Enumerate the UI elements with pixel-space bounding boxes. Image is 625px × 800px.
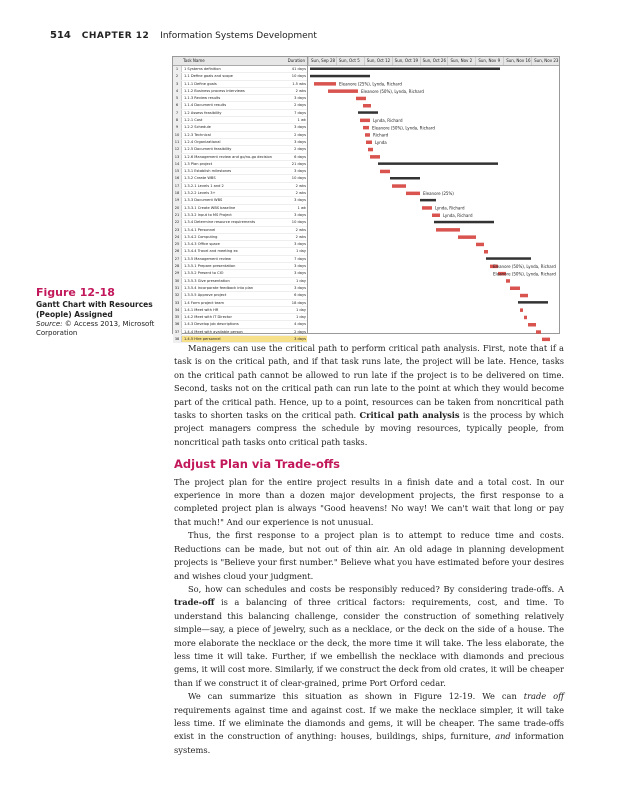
chapter-label: CHAPTER 12	[81, 31, 150, 41]
emphasis: and	[495, 731, 511, 742]
task-name: 1.4.1 Meet with HR	[184, 307, 219, 312]
paragraph-text: is the process by which project managers compress the schedule by moving resources, typically people, from noncritical path tasks onto critical path tasks.	[174, 410, 564, 447]
table-row[interactable]	[173, 241, 307, 248]
row-id: 1	[173, 66, 182, 72]
task-duration: 3 days	[294, 125, 306, 130]
resource-label: Eleanore (50%), Lynda, Richard	[372, 125, 435, 131]
task-name: 1.3.5.1 Prepare presentation	[184, 264, 236, 269]
task-bar[interactable]	[432, 214, 440, 218]
resource-label: Lynda	[375, 140, 387, 145]
gantt-screenshot	[172, 56, 560, 341]
table-row[interactable]	[173, 88, 307, 95]
task-duration: 1.5 wks	[292, 81, 306, 86]
task-name: 1.3.5.3 Give presentation	[184, 278, 230, 283]
task-bar[interactable]	[542, 338, 550, 342]
section-heading: Adjust Plan via Trade-offs	[174, 457, 341, 472]
task-name: 1.4 Form project team	[184, 300, 224, 305]
paragraph-text: We can summarize this situation as shown in Figure 12-19. We can	[188, 691, 524, 702]
row-id: 8	[173, 117, 182, 123]
task-duration: 1 day	[295, 307, 306, 312]
figure-source	[36, 320, 166, 338]
task-bar[interactable]	[363, 126, 369, 129]
task-duration: 3 days	[294, 169, 306, 174]
table-row[interactable]	[173, 73, 307, 80]
row-id: 18	[173, 190, 182, 196]
table-row[interactable]	[173, 183, 307, 190]
task-duration: 3 days	[294, 198, 306, 203]
task-bar[interactable]	[476, 243, 484, 247]
task-bar[interactable]	[458, 235, 476, 239]
table-row[interactable]	[173, 219, 307, 226]
resource-label: Eleanore (25%), Lynda, Richard	[339, 81, 402, 87]
task-bar[interactable]	[528, 323, 536, 327]
task-bar[interactable]	[356, 97, 366, 101]
task-duration: 18 days	[291, 300, 306, 305]
task-duration: 1 wk	[297, 118, 306, 123]
row-id: 33	[173, 300, 182, 306]
paragraph-project-plan: The project plan for the entire project results in a finish date and a total cost. In our experience in more than a dozen major development projects, the first response to a completed project plan is always "Good heavens! No way! We can't wait that long or pay that much!" And our experience is not unusual.	[174, 476, 564, 527]
timeline-week-label: Sun, Sep 28	[308, 57, 336, 65]
paragraph-text: So, how can schedules and costs be responsibly reduced? By considering trade-offs. A	[188, 583, 564, 594]
table-row[interactable]	[173, 154, 307, 161]
task-name: 1.3.4.1 Personnel	[184, 227, 216, 232]
table-row[interactable]	[173, 329, 307, 336]
task-bar[interactable]	[368, 148, 373, 152]
timeline-week-label: Sun, Nov 2	[447, 57, 475, 65]
table-row[interactable]	[173, 256, 307, 263]
task-bar[interactable]	[365, 133, 370, 137]
task-duration: 6 days	[294, 293, 306, 298]
task-duration: 2 wks	[295, 234, 306, 239]
row-id: 23	[173, 227, 182, 233]
table-row[interactable]	[173, 110, 307, 117]
paragraph-text: information systems.	[174, 731, 564, 755]
table-row[interactable]	[173, 146, 307, 153]
task-bar[interactable]	[380, 170, 390, 174]
task-duration: 2 wks	[295, 191, 306, 196]
row-id: 6	[173, 102, 182, 108]
figure-caption	[36, 288, 166, 338]
task-name-column-header: Task Name	[183, 58, 205, 63]
source-text: © Access 2013, Microsoft Corporation	[36, 320, 155, 337]
task-name: 1.1.3 Review results	[184, 96, 221, 101]
task-table	[173, 57, 308, 341]
table-row[interactable]	[173, 197, 307, 204]
table-row[interactable]	[173, 314, 307, 321]
resource-label: Eleanore (25%)	[423, 191, 454, 197]
task-duration: 3 days	[294, 212, 306, 217]
timeline-week-label: Sun, Oct 12	[364, 57, 392, 65]
task-name: 1.3.4.2 Computing	[184, 234, 218, 239]
row-id: 29	[173, 270, 182, 276]
table-row[interactable]	[173, 285, 307, 292]
task-name: 1.3.4.3 Office space	[184, 242, 220, 247]
task-duration: 2 days	[294, 132, 306, 137]
task-name: 1.2.5 Document feasibility	[184, 147, 232, 152]
task-duration: 2 wks	[295, 183, 306, 188]
row-id: 30	[173, 278, 182, 284]
row-id: 7	[173, 110, 182, 116]
row-id: 12	[173, 146, 182, 152]
summary-bar[interactable]	[518, 301, 548, 304]
row-id: 25	[173, 241, 182, 247]
row-id: 14	[173, 161, 182, 167]
row-id: 22	[173, 219, 182, 225]
task-duration: 1 wk	[297, 205, 306, 210]
resource-label: Eleanore (50%), Lynda, Richard	[493, 264, 556, 270]
duration-column-header: Duration	[287, 58, 305, 63]
task-name: 1.1 Define goals and scope	[184, 74, 233, 79]
task-duration: 4 days	[294, 322, 306, 327]
summary-bar[interactable]	[390, 177, 420, 180]
task-name: 1.2.3 Technical	[184, 132, 211, 137]
task-name: 1.3.3.1 Create WBS baseline	[184, 205, 236, 210]
task-name: 1.2.1 Cost	[184, 118, 203, 123]
gantt-bars	[308, 66, 558, 332]
summary-bar[interactable]	[310, 75, 370, 78]
row-id: 28	[173, 263, 182, 269]
task-name: 1.2 Assess feasibility	[184, 110, 222, 115]
row-id: 13	[173, 154, 182, 160]
table-row[interactable]	[173, 307, 307, 314]
summary-bar[interactable]	[434, 221, 494, 224]
task-bar[interactable]	[360, 119, 370, 123]
timeline-week-label: Sun, Oct 5	[336, 57, 364, 65]
task-name: 1.2.6 Management review and go/no-go decision	[184, 154, 272, 159]
task-bar[interactable]	[363, 104, 371, 108]
task-name: 1 Systems definition	[184, 67, 221, 71]
table-row[interactable]	[173, 95, 307, 102]
task-duration: 10 days	[291, 74, 306, 79]
row-id: 32	[173, 292, 182, 298]
table-row[interactable]	[173, 300, 307, 307]
task-bar[interactable]	[510, 287, 520, 291]
table-row[interactable]	[173, 168, 307, 175]
table-row[interactable]	[173, 263, 307, 270]
task-bar[interactable]	[520, 294, 528, 298]
table-row[interactable]	[173, 81, 307, 88]
table-row[interactable]	[173, 270, 307, 277]
task-duration: 3 days	[294, 271, 306, 276]
task-name: 1.4.4 Meet with available person	[184, 329, 243, 334]
task-duration: 3 days	[294, 285, 306, 290]
summary-bar[interactable]	[420, 199, 436, 202]
timeline-header	[308, 57, 559, 66]
task-name: 1.3.2.2 Levels 3+	[184, 191, 216, 196]
row-id: 15	[173, 168, 182, 174]
task-duration: 10 days	[291, 220, 306, 225]
table-row[interactable]	[173, 248, 307, 255]
timeline-week-label: Sun, Nov 16	[503, 57, 531, 65]
table-row[interactable]	[173, 161, 307, 168]
resource-label: Lynda, Richard	[435, 205, 465, 211]
row-id: 36	[173, 321, 182, 327]
table-row[interactable]	[173, 132, 307, 139]
task-name: 1.3.5.4 Incorporate feedback into plan	[184, 285, 254, 290]
task-name: 1.4.5 Hire personnel	[184, 336, 221, 341]
task-bar[interactable]	[536, 330, 541, 334]
row-id: 24	[173, 234, 182, 240]
body-text	[174, 342, 564, 757]
running-header	[50, 30, 317, 41]
table-row[interactable]	[173, 66, 307, 73]
resource-label: Eleanore (50%), Lynda, Richard	[493, 271, 556, 277]
row-id: 19	[173, 197, 182, 203]
paragraph-text: requirements against time and against cost. If we make the necklace simpler, it will take less time. If we eliminate the diamonds and gems, it will be cheaper. The same trade-offs exist in the construction of anything: houses, buildings, ships, furniture,	[174, 704, 564, 742]
row-id: 10	[173, 132, 182, 138]
task-duration: 41 days	[291, 67, 306, 71]
paragraph-text: is a balancing of three critical factors: requirements, cost, and time. To understand this balancing challenge, consider the construction of something relatively simple—say, a piece of jewelry, such as a necklace, or the deck on the side of a house. The more elaborate the necklace or the deck, the more time it will take. The less elaborate, the less time it will take. Further, if we embellish the necklace with diamonds and precious gems, it will cost more. Similarly, if we construct the deck from old crates, it will be cheaper than if we construct it of clear-grained, prime Port Orford cedar.	[174, 597, 564, 688]
row-id: 17	[173, 183, 182, 189]
paragraph-text: Managers can use the critical path to perform critical path analysis. First, note that if a task is on the critical path, and if that task runs late, the project will be late. Hence, tasks on the critical path cannot be allowed to run late if the project is to be delivered on time. Second, tasks not on the critical path can run late to the point at which they would become part of the critical path. Hence, up to a point, resources can be taken from noncritical path tasks to shorten tasks on the critical path.	[174, 343, 564, 421]
task-rows	[173, 66, 307, 343]
task-duration: 3 days	[294, 336, 306, 341]
chapter-title: Information Systems Development	[160, 31, 317, 41]
task-bar[interactable]	[370, 155, 380, 159]
task-duration: 3 days	[294, 139, 306, 144]
table-row[interactable]	[173, 278, 307, 285]
task-bar[interactable]	[484, 250, 488, 254]
row-id: 34	[173, 307, 182, 313]
row-id: 2	[173, 73, 182, 79]
row-id: 4	[173, 88, 182, 94]
task-duration: 7 days	[294, 256, 306, 261]
table-row[interactable]	[173, 190, 307, 197]
task-bar[interactable]	[392, 184, 406, 188]
row-id: 3	[173, 81, 182, 87]
paragraph-critical-path	[174, 342, 564, 449]
task-name: 1.3.2.1 Levels 1 and 2	[184, 183, 224, 188]
timeline-week-label: Sun, Nov 23	[531, 57, 559, 65]
task-duration: 6 days	[294, 154, 306, 159]
task-name: 1.3.4 Determine resource requirements	[184, 220, 256, 225]
task-bar[interactable]	[520, 308, 523, 312]
table-row[interactable]	[173, 117, 307, 124]
table-row[interactable]	[173, 212, 307, 219]
task-bar[interactable]	[524, 316, 527, 320]
task-duration: 10 days	[291, 176, 306, 181]
task-duration: 1 day	[295, 315, 306, 320]
task-name: 1.3.5.5 Approve project	[184, 293, 227, 298]
task-bar[interactable]	[436, 228, 460, 232]
task-duration: 3 days	[294, 242, 306, 247]
table-row[interactable]	[173, 124, 307, 131]
row-id: 37	[173, 329, 182, 335]
task-name: 1.3.4.4 Travel and meeting ex	[184, 249, 238, 254]
paragraph-trade-offs	[174, 583, 564, 690]
task-name: 1.2.4 Organizational	[184, 139, 221, 144]
page-number: 514	[50, 30, 71, 41]
task-duration: 3 days	[294, 264, 306, 269]
task-name: 1.1.4 Document results	[184, 103, 227, 108]
task-name: 1.3.2 Create WBS	[184, 176, 216, 181]
task-name: 1.3 Plan project	[184, 161, 213, 166]
row-id: 35	[173, 314, 182, 320]
task-name: 1.2.2 Schedule	[184, 125, 211, 130]
task-bar[interactable]	[328, 89, 358, 93]
task-name: 1.3.5 Management review	[184, 256, 231, 261]
figure-number: Figure 12-18	[36, 286, 115, 299]
table-row[interactable]	[173, 139, 307, 146]
task-name: 1.1.1 Define goals	[184, 81, 217, 86]
paragraph-summary	[174, 690, 564, 757]
task-duration: 2 days	[294, 103, 306, 108]
row-id: 38	[173, 336, 182, 342]
timeline-week-label: Sun, Oct 26	[420, 57, 448, 65]
key-term: trade-off	[174, 597, 215, 608]
paragraph-reductions: Thus, the first response to a project plan is to attempt to reduce time and costs. Reductions can be made, but not out of thin air. An old adage in planning development projects is "Believe your first number." Believe what you have estimated before your desires and wishes cloud your judgment.	[174, 530, 564, 581]
table-row[interactable]	[173, 321, 307, 328]
task-duration: 21 days	[291, 161, 306, 166]
table-row[interactable]	[173, 234, 307, 241]
gantt-timeline	[308, 66, 559, 333]
row-id: 16	[173, 175, 182, 181]
task-name: 1.3.3 Document WBS	[184, 198, 223, 203]
row-id: 9	[173, 124, 182, 130]
summary-bar[interactable]	[310, 68, 500, 71]
source-label: Source:	[36, 320, 63, 328]
resource-label: Lynda, Richard	[443, 213, 473, 218]
row-id: 31	[173, 285, 182, 291]
task-name: 1.4.2 Meet with IT Director	[184, 315, 232, 320]
timeline-week-label: Sun, Nov 9	[475, 57, 503, 65]
summary-bar[interactable]	[358, 111, 378, 114]
task-duration: 7 days	[294, 110, 306, 115]
task-duration: 3 days	[294, 96, 306, 101]
table-row[interactable]	[173, 175, 307, 182]
task-name: 1.3.5.2 Present to CIO	[184, 271, 224, 276]
figure-title: Gantt Chart with Resources (People) Assigned	[36, 300, 153, 319]
resource-label: Richard	[373, 132, 389, 138]
table-row[interactable]	[173, 227, 307, 234]
resource-label: Eleanore (50%), Lynda, Richard	[361, 88, 424, 94]
task-name: 1.4.3 Develop job descriptions	[184, 322, 239, 327]
task-bar[interactable]	[506, 279, 510, 283]
table-row[interactable]	[173, 292, 307, 299]
task-name: 1.3.3.2 Input to MS Project	[184, 212, 232, 217]
row-id: 20	[173, 205, 182, 211]
resource-label: Lynda, Richard	[373, 118, 403, 124]
task-name: 1.3.1 Establish milestones	[184, 169, 232, 174]
task-duration: 1 day	[295, 278, 306, 283]
timeline-week-label: Sun, Oct 19	[392, 57, 420, 65]
table-row[interactable]	[173, 205, 307, 212]
row-id: 26	[173, 248, 182, 254]
row-id: 21	[173, 212, 182, 218]
task-table-header	[173, 57, 307, 66]
task-duration: 2 wks	[295, 88, 306, 93]
task-duration: 2 wks	[295, 227, 306, 232]
row-id: 11	[173, 139, 182, 145]
task-bar[interactable]	[366, 141, 372, 145]
table-row[interactable]	[173, 102, 307, 109]
row-id: 27	[173, 256, 182, 262]
task-bar[interactable]	[422, 206, 432, 210]
emphasis: trade off	[523, 691, 565, 702]
summary-bar[interactable]	[378, 162, 498, 165]
task-bar[interactable]	[406, 192, 420, 196]
task-name: 1.1.2 Business process interviews	[184, 88, 245, 93]
task-duration: 2 days	[294, 329, 306, 334]
task-duration: 1 day	[295, 249, 306, 254]
row-id: 5	[173, 95, 182, 101]
summary-bar[interactable]	[486, 257, 531, 260]
task-duration: 2 days	[294, 147, 306, 152]
key-term: Critical path analysis	[359, 410, 460, 421]
task-bar[interactable]	[314, 82, 336, 86]
